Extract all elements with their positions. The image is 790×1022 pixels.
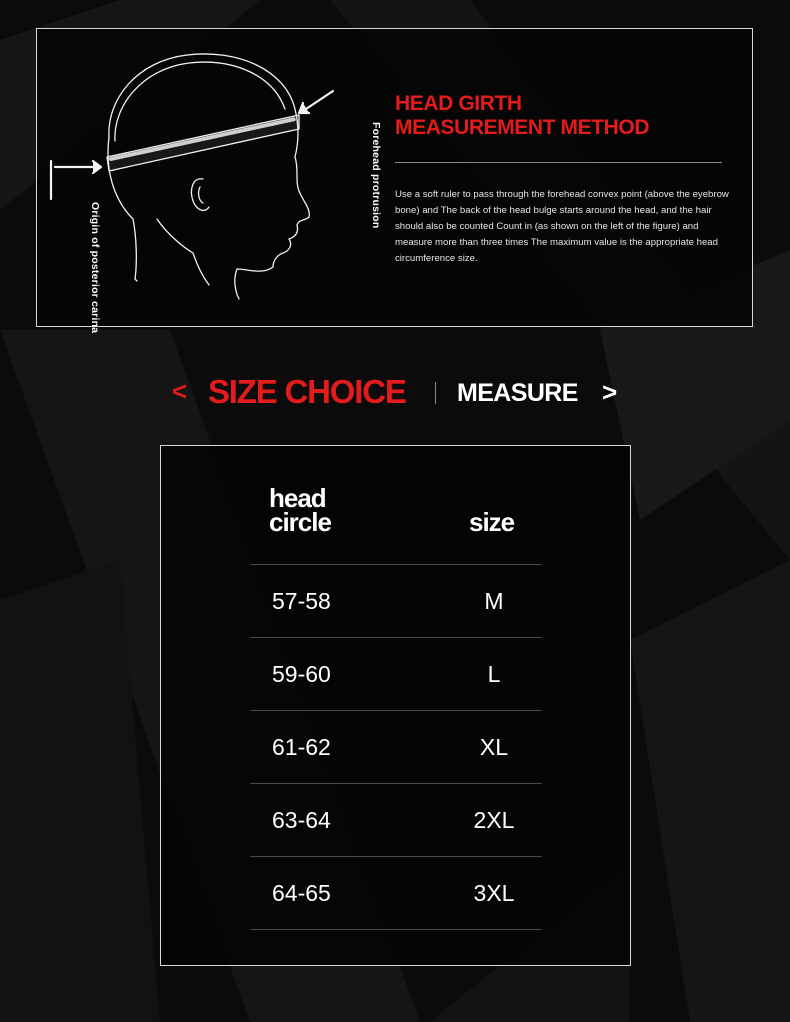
head-circle-value: 57-58 <box>272 588 331 614</box>
size-chart-panel <box>160 445 631 966</box>
table-row <box>250 710 542 783</box>
header-head-line-2: circle <box>269 507 331 537</box>
tab-size-choice[interactable]: SIZE CHOICE <box>208 373 406 410</box>
size-value: L <box>487 661 501 687</box>
section-tabs <box>0 370 790 418</box>
header-head-line-1: head <box>269 483 326 513</box>
divider <box>395 162 722 163</box>
measurement-panel <box>36 28 753 334</box>
tab-separator <box>435 382 436 404</box>
forehead-protrusion-label: Forehead protrusion <box>370 122 382 229</box>
header-size: size <box>469 507 515 537</box>
posterior-carina-label: Origin of posterior carina <box>89 202 101 334</box>
head-circle-value: 59-60 <box>272 661 331 687</box>
prev-arrow-icon[interactable]: < <box>172 376 188 406</box>
table-row <box>250 637 542 710</box>
size-value: XL <box>479 734 509 760</box>
head-circle-value: 63-64 <box>272 807 331 833</box>
title-line-2: MEASUREMENT METHOD <box>395 116 650 139</box>
measurement-method-title <box>395 92 725 140</box>
tab-measure[interactable]: MEASURE <box>457 379 578 407</box>
next-arrow-icon[interactable]: > <box>602 377 618 407</box>
size-value: 2XL <box>473 807 515 833</box>
measurement-description: Use a soft ruler to pass through the forehead convex point (above the eyebrow bone) and The back of the head bulge starts around the head, and the hair should also be counted Count in (as shown on the left of the figure) and measure more than three times The maximum value is the appropriate head circumference size. <box>395 189 729 264</box>
table-row <box>250 856 542 930</box>
size-table-rows <box>250 564 542 930</box>
table-row <box>250 783 542 856</box>
table-row <box>250 564 542 637</box>
title-line-1: HEAD GIRTH <box>395 92 522 115</box>
header-head-circle <box>269 483 331 537</box>
head-circle-value: 61-62 <box>272 734 331 760</box>
size-value: M <box>484 588 504 614</box>
head-circle-value: 64-65 <box>272 880 331 906</box>
head-measurement-illustration <box>37 29 367 328</box>
size-value: 3XL <box>473 880 515 906</box>
